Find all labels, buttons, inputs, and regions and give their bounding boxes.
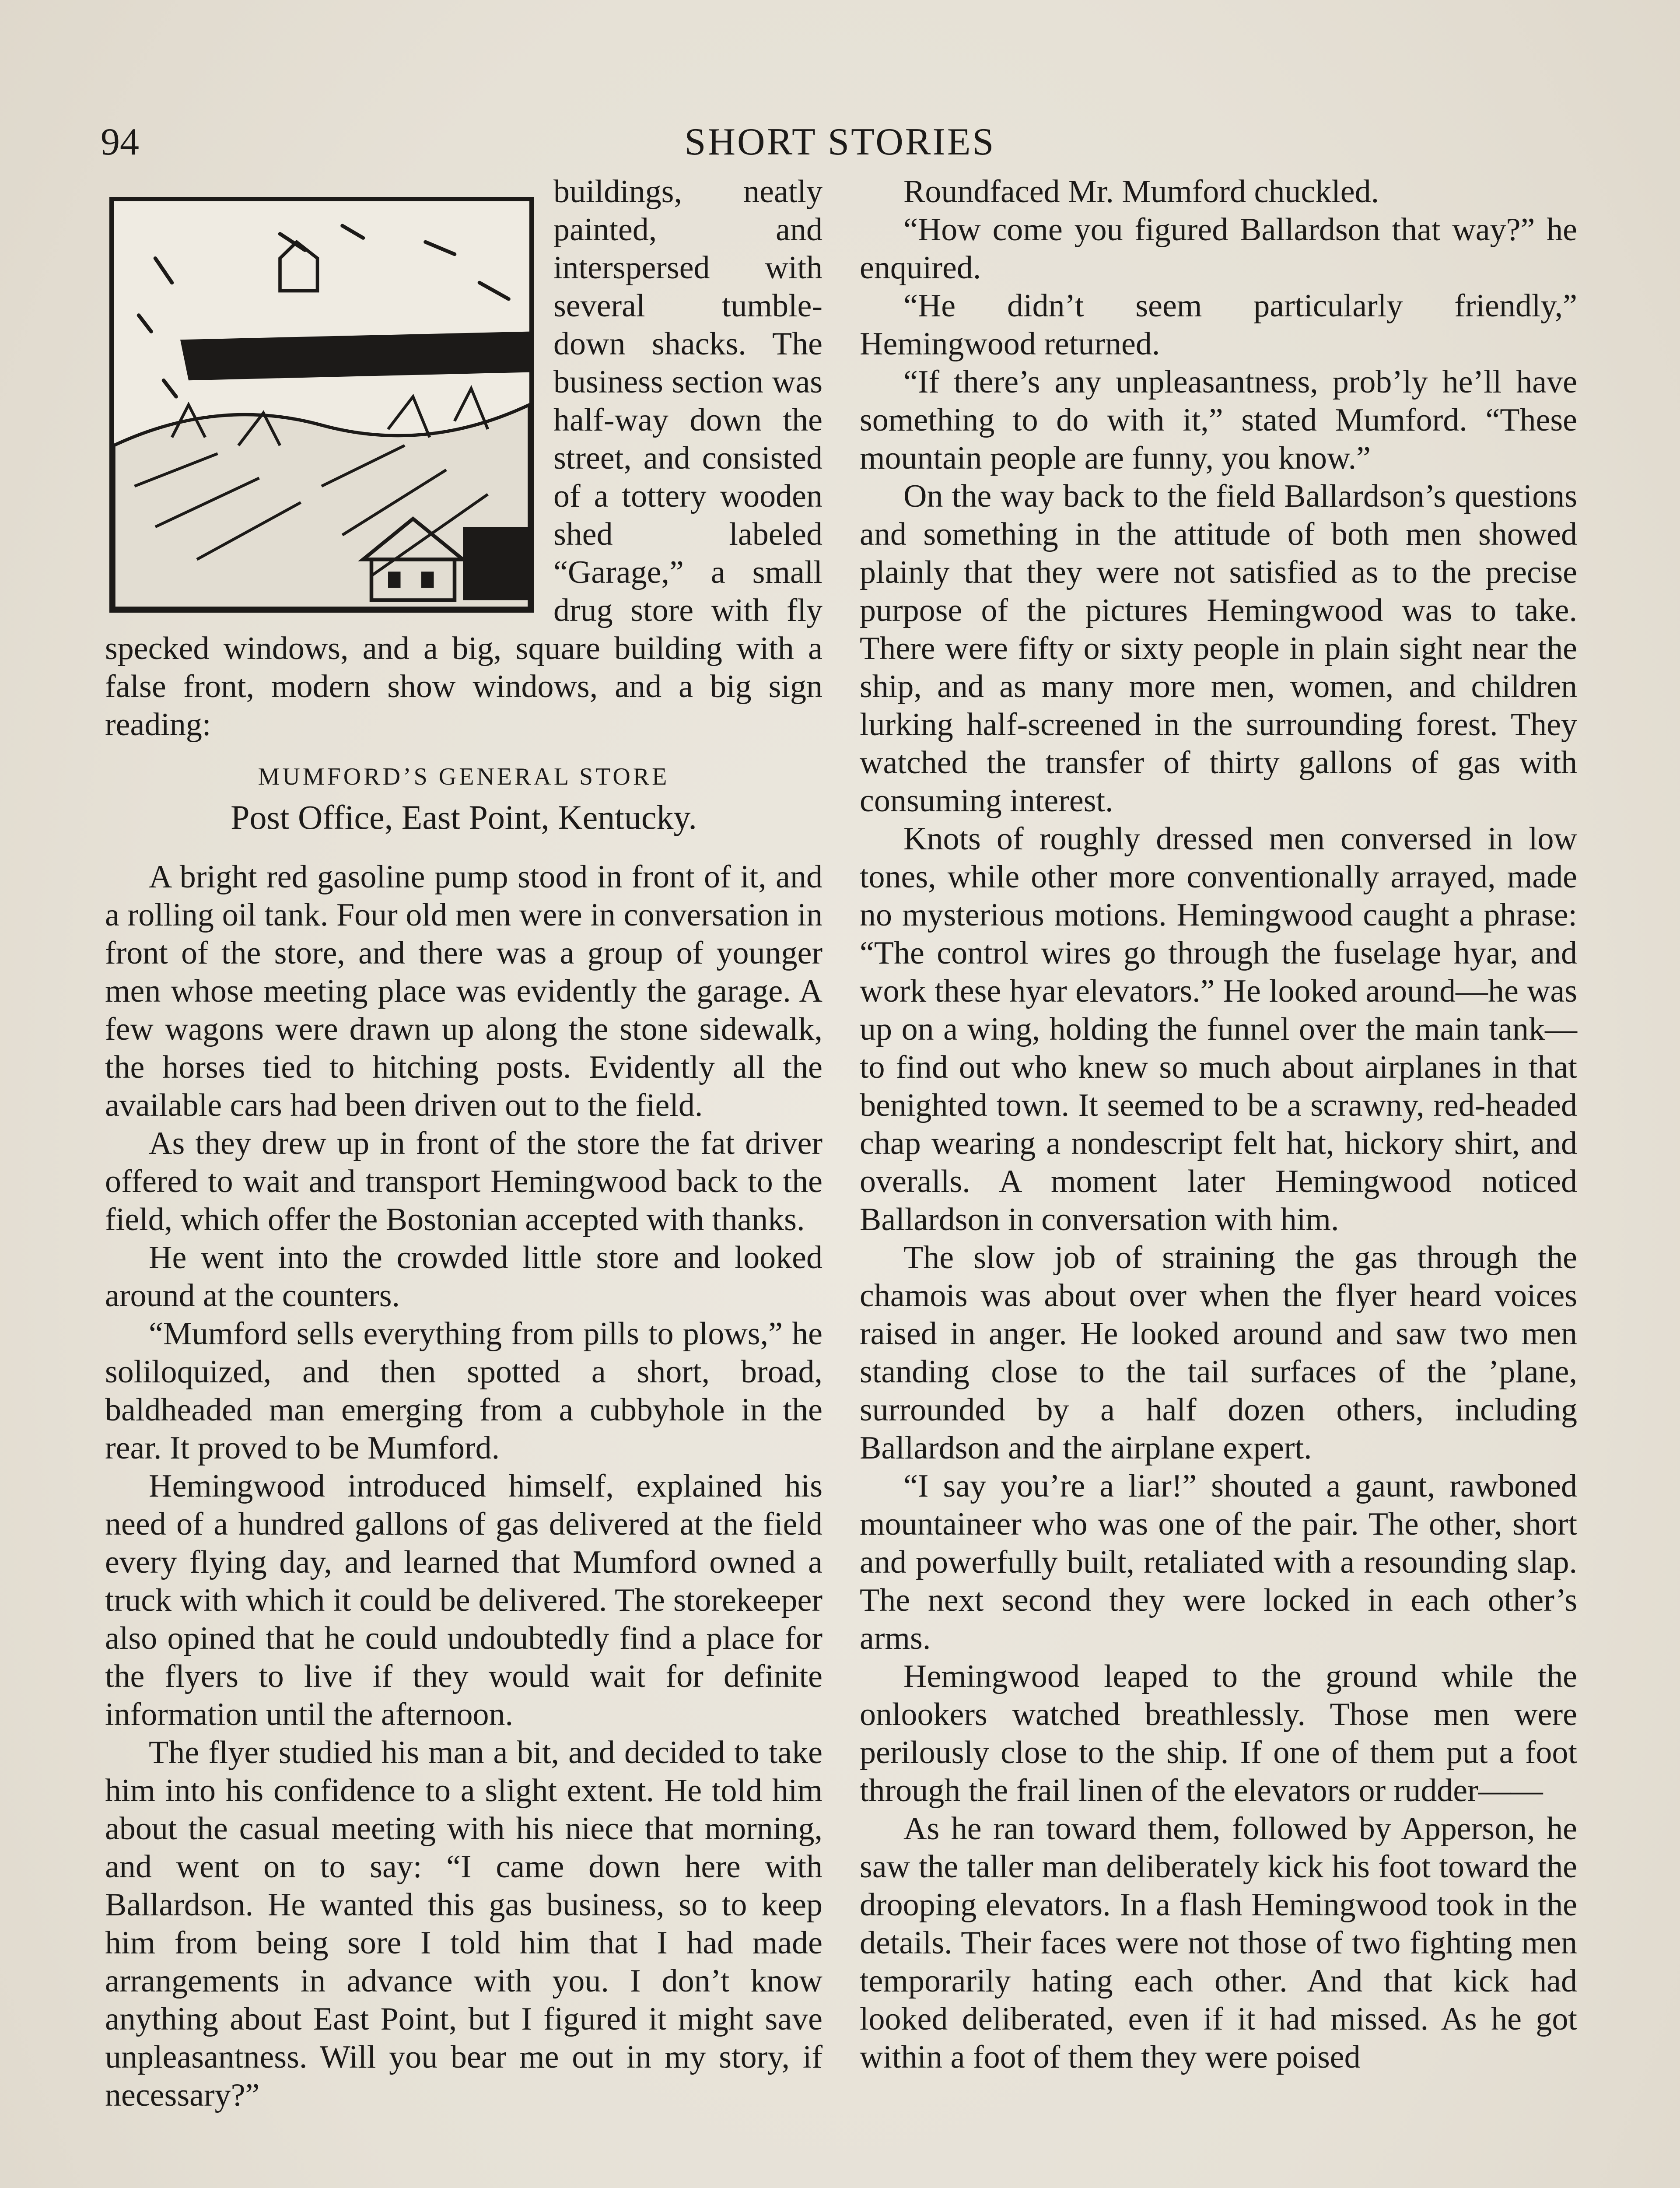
right-paragraph-9: Hemingwood leaped to the ground while the onlookers watched breathlessly. Those men were perilously close to the ship. If one of them put a foot through the frail linen of the elevators or rudder—— <box>860 1659 1577 1809</box>
right-paragraph-10: As he ran toward them, followed by Apperson, he saw the taller man deliberately kick his foot toward the drooping elevators. In a flash Hemingwood took in the details. Their faces were not those of two fighting men temporarily hating each other. And that kick had looked deliberated, even if it had missed. As he got within a foot of them they were poised <box>860 1811 1577 2075</box>
left-paragraph-1: buildings, neatly painted, and interspersed with several tumble-down shacks. The business section was half-way down the street, and consisted of a tottery wooden shed labeled “Garage,” a small drug store with fly specked windows, and a big, square building with a false front, modern show windows, and a big sign reading: <box>105 174 822 743</box>
left-paragraph-5: “Mumford sells everything from pills to plows,” he soliloquized, and then spotted a short, broad, baldheaded man emerging from a cubbyhole in the rear. It proved to be Mumford. <box>105 1316 822 1466</box>
right-paragraph-7: The slow job of straining the gas through the chamois was about over when the flyer heard voices raised in anger. He looked around and saw two men standing close to the tail surfaces of the ’plane, surrounded by a half dozen others, including Ballardson and the airplane expert. <box>860 1240 1577 1466</box>
left-paragraph-7: The flyer studied his man a bit, and decided to take him into his confidence to a slight extent. He told him about the casual meeting with his niece that morning, and went on to say: “I came down here with Ballardson. He wanted this gas business, so to keep him from being sore I told him that I had made arrangements in advance with you. I don’t know anything about East Point, but I figured it might save unpleasantness. Will you bear me out in my story, if necessary?” <box>105 1735 822 2113</box>
left-paragraph-3: As they drew up in front of the store the fat driver offered to wait and transport Hemingwood back to the field, which offer the Bostonian accepted with thanks. <box>105 1126 822 1238</box>
landscape-drawing <box>114 201 529 608</box>
store-sign-subtitle: Post Office, East Point, Kentucky. <box>231 798 697 836</box>
right-paragraph-1: Roundfaced Mr. Mumford chuckled. <box>903 174 1379 210</box>
right-paragraph-5: On the way back to the field Ballardson’s questions and something in the attitude of both men showed plainly that they were not satisfied as to the precise purpose of the pictures Hemingwood was to take. There were fifty or sixty people in plain sight near the ship, and as many more men, women, and children lurking half-screened in the surrounding forest. They watched the transfer of thirty gallons of gas with consuming interest. <box>860 478 1577 819</box>
store-sign-name: MUMFORD’S GENERAL STORE <box>258 763 670 790</box>
right-paragraph-6: Knots of roughly dressed men conversed in low tones, while other more conventionally arrayed, made no mysterious motions. Hemingwood caught a phrase: “The control wires go through the fuselage hyar, and work these hyar elevators.” He looked around—he was up on a wing, holding the funnel over the main tank—to find out who knew so much about airplanes in that benighted town. It seemed to be a scrawny, red-headed chap wearing a nondescript felt hat, hickory shirt, and overalls. A moment later Hemingwood noticed Ballardson in conversation with him. <box>860 821 1577 1238</box>
right-paragraph-3: “He didn’t seem particularly friendly,” Hemingwood returned. <box>860 288 1577 362</box>
page-number: 94 <box>101 121 139 163</box>
right-column <box>860 173 1577 2076</box>
landscape-illustration <box>109 197 534 613</box>
page-header <box>101 118 1579 171</box>
left-paragraph-6: Hemingwood introduced himself, explained his need of a hundred gallons of gas delivered at the field every flying day, and learned that Mumford owned a truck with which it could be delivered. The storekeeper also opined that he could undoubtedly find a place for the flyers to live if they would wait for definite information until the afternoon. <box>105 1468 822 1732</box>
right-paragraph-2: “How come you figured Ballardson that way?” he enquired. <box>860 212 1577 286</box>
left-paragraph-4: He went into the crowded little store and looked around at the counters. <box>105 1240 822 1314</box>
left-paragraph-2: A bright red gasoline pump stood in front of it, and a rolling oil tank. Four old men were in conversation in front of the store, and there was a group of younger men whose meeting place was evidently the garage. A few wagons were drawn up along the stone sidewalk, the horses tied to hitching posts. Evidently all the available cars had been driven out to the field. <box>105 859 822 1123</box>
right-paragraph-4: “If there’s any unpleasantness, prob’ly he’ll have something to do with it,” stated Mumford. “These mountain people are funny, you know.” <box>860 364 1577 476</box>
right-paragraph-8: “I say you’re a liar!” shouted a gaunt, rawboned mountaineer who was one of the pair. The other, short and powerfully built, retaliated with a resounding slap. The next second they were locked in each other’s arms. <box>860 1468 1577 1656</box>
running-head: SHORT STORIES <box>684 121 996 163</box>
left-column <box>105 173 822 2114</box>
store-sign <box>105 757 822 838</box>
